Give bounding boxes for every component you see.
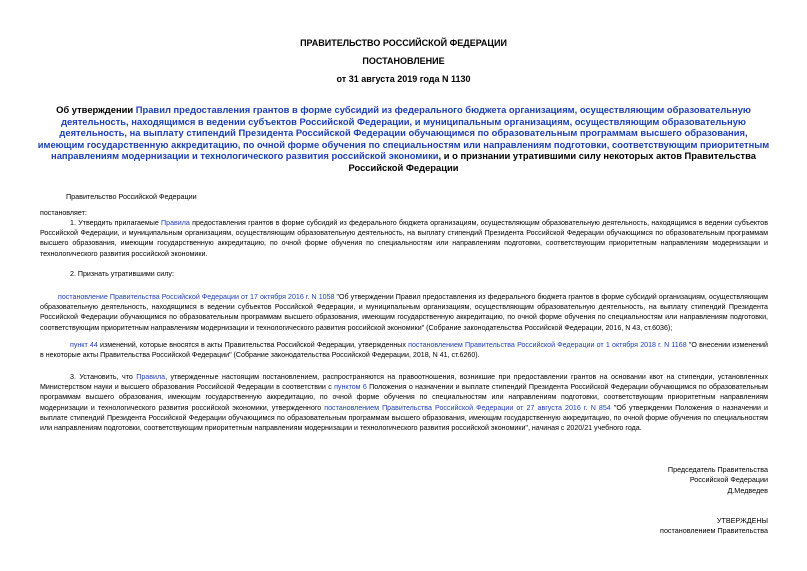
paragraph-2a: постановление Правительства Российской Федерации от 17 октября 2016 г. N 1058 "Об утверждении Правил предоставления из федерального бюджета грантов в форме субсидий организациям, осуществляющим образовательную деятельность, находящимся в ведении субъектов Российской Федерации, и муниципальным организациям, осуществляющим образовательную деятельность, на выплату стипендий Президента Российской Федерации обучающимся по образовательным программам высшего образования, имеющим государственную аккредитацию, по очной форме обучения по специальностям или направлениям подготовки, соответствующим приоритетным направлениям модернизации и технологического развития российской экономики" (Собрание законодательства Российской Федерации, 2016, N 43, ст.6036); [40,293,768,332]
point-44-link[interactable]: пункт 44 [70,341,98,349]
rules-link-2[interactable]: Правила [136,373,166,381]
signatory-position: Председатель Правительства [667,465,768,474]
issuing-authority: ПРАВИТЕЛЬСТВО РОССИЙСКОЙ ФЕДЕРАЦИИ [300,38,507,48]
approval-block [560,516,768,537]
document-date-number: от 31 августа 2019 года N 1130 [336,74,471,84]
decrees-label: постановляет: [40,209,87,217]
point-6-link[interactable]: пунктом 6 [334,383,367,392]
decree-854-link[interactable]: постановлением Правительства Российской Федерации от 27 августа 2016 г. N 854 [324,403,611,412]
paragraph-2: 2. Признать утратившими силу: [70,270,174,278]
paragraph-2b: пункт 44 изменений, которые вносятся в акты Правительства Российской Федерации, утвержденных постановлением Правительства Российской Федерации от 1 октября 2018 г. N 1168 "О внесении изменений в некоторые акты Правительства Российской Федерации" (Собрание законодательства Российской Федерации, 2018, N 41, ст.6260). [40,341,768,360]
paragraph-3: 3. Установить, что Правила, утвержденные настоящим постановлением, распространяются на правоотношения, возникшие при предоставлении грантов на основании квот на стипендии, установленных Министерством науки и высшего образования Российской Федерации в соответствии с пунктом 6 Положения о назначении и выплате стипендий Президента Российской Федерации обучающимся по образовательным программам высшего образования, имеющим государственную аккредитацию, по очной форме обучения по специальностям или направлениям подготовки, соответствующим приоритетным направлениям модернизации и технологического развития российской экономики, утвержденного постановлением Правительства Российской Федерации от 27 августа 2016 г. N 854 "Об утверждении Положения о назначении и выплате стипендий Президента Российской Федерации обучающимся по образовательным программам высшего образования, имеющим государственную аккредитацию, по очной форме обучения по специальностям или направлениям подготовки, соответствующим приоритетным направлениям модернизации и технологического развития российской экономики", начиная с 2020/21 учебного года. [40,373,768,433]
document-type: ПОСТАНОВЛЕНИЕ [362,56,445,66]
decree-1058-link[interactable]: постановление Правительства Российской Федерации от 17 октября 2016 г. N 1058 [58,293,335,301]
paragraph-1: 1. Утвердить прилагаемые Правила предоставления грантов в форме субсидий из федерального бюджета организациям, осуществляющим образовательную деятельность, находящимся в ведении субъектов Российской Федерации, и муниципальным организациям, осуществляющим образовательную деятельность, на выплату стипендий Президента Российской Федерации обучающимся по образовательным программам высшего образования, имеющим государственную аккредитацию, по очной форме обучения по специальностям или направлениям подготовки, соответствующим приоритетным направлениям модернизации и технологического развития российской экономики. [40,219,768,258]
approved-by: постановлением Правительства [660,526,768,536]
rules-link[interactable]: Правила [161,219,190,227]
title-rules-link[interactable]: Правил предоставления грантов в форме субсидий из федерального бюджета организациям, осуществляющим образовательную деятельность, находящимся в ведении субъектов Российской Федерации, и муниципальным организациям, осуществляющим образовательную деятельность, на выплату стипендий Президента Российской Федерации обучающимся по образовательным программам высшего образования, имеющим государственную аккредитацию, по очной форме обучения по специальностям или направлениям подготовки, соответствующим приоритетным направлениям модернизации и технологического развития российской экономики [37,104,770,162]
government-label: Правительство Российской Федерации [66,192,197,201]
document-title [36,104,771,174]
decree-1168-link[interactable]: постановлением Правительства Российской Федерации от 1 октября 2018 г. N 1168 [408,341,687,349]
signature-block [560,465,768,496]
signatory-name: Д.Медведев [727,485,768,495]
signatory-country: Российской Федерации [689,475,768,485]
title-suffix: , и о признании утратившими силу некоторых актов Правительства Российской Федерации [348,150,756,173]
title-prefix: Об утверждении [56,104,136,115]
approved-label: УТВЕРЖДЕНЫ [716,516,768,525]
